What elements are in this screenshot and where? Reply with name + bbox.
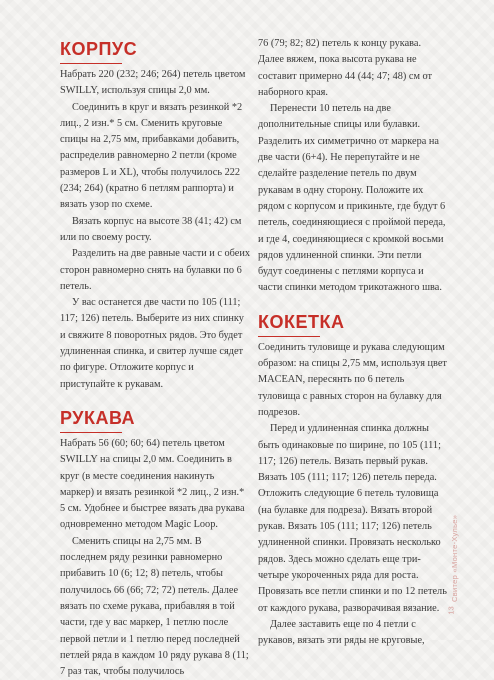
paragraph: Разделить на две равные части и с обеих сторон равномерно снять на булавки по 6 петель. — [60, 248, 251, 292]
sidebar-title: Свитер «Монте-Хулье» — [450, 514, 459, 602]
paragraph: Далее заставить еще по 4 петли с рукавов, вязать эти ряды не круговые, — [258, 618, 425, 647]
page-number: 13 — [446, 606, 456, 615]
paragraph: Вязать корпус на высоте 38 (41; 42) см или по своему росту. — [60, 215, 242, 243]
paragraph: Перенести 10 петель на две дополнительные спицы или булавки. Разделить их симметрично от маркера на две части (6+4). Не перепутайте и не сделайте разделение петель по двум рукавам в одну сторону. Положите их рядом с корпусом и прикиньте, где будут 6 петель, соединяющиеся с проймой переда, и где 4, соединяющиеся с кромкой восьми рядов удлиненной спинки. Эти петли будут соединены с петлями корпуса и части спинки методом трикотажного шва. — [258, 103, 446, 294]
paragraph: Сменить спицы на 2,75 мм. В последнем ряду резинки равномерно прибавить 10 (6; 12; 8) петель, чтобы получилось 66 (66; 72; 72) петель. Далее вязать по схеме рукава, прибавляя в той части, где у вас маркер, 1 петлю после первой петли и 1 петлю перед последней петлей ряда в каждом 10 ряду рукава 8 (11; 7 раз так, чтобы получилось — [60, 535, 249, 678]
paragraph: Соединить в круг и вязать резинкой *2 лиц., 2 изн.* 5 см. Сменить круговые спицы на 2,75 мм, прибавками добавить, распределив равномерно 2 петли (кроме размеров L и XL), чтобы получилось 222 (234; 264) (кратно 6 петлям раппорта) и вязать узор по схеме. — [60, 101, 243, 211]
paragraph: Перед и удлиненная спинка должны быть одинаковые по ширине, по 105 (111; 117; 126) петель. Вязать первый рукав. Вязать 105 (111; 117; 126) петель переда. Отложить следующие 6 петель туловища (на булавке для подреза). Вязать второй рукав. Вязать 105 (111; 117; 126) петель удлиненной спинки. Провязать несколько рядов. Здесь можно сделать еще три-четыре укороченных ряда для роста. Провязать все петли спинки и по 12 петель от каждого рукава, разворачивая вязание. — [258, 423, 447, 614]
paragraph: Набрать 220 (232; 246; 264) петель цветом SWILLY, используя спицы 2,0 мм. — [60, 69, 246, 97]
paragraph: Соединить туловище и рукава следующим образом: на спицы 2,75 мм, используя цвет MACEAN, пересянть по 6 петель туловища с равных сторон на булавку для подрезов. — [258, 341, 447, 418]
paragraph: Набрать 56 (60; 60; 64) петель цветом SWILLY на спицы 2,0 мм. Соединить в круг (в месте соединения накинуть маркер) и вязать резинкой *2 лиц., 2 изн.* 5 см. Удобнее и быстрее вязать два рукава одновременно методом Magic Loop. — [60, 437, 245, 531]
paragraph: 76 (79; 82; 82) петель к концу рукава. Далее вяжем, пока высота рукава не составит примерно 44 (44; 47; 48) см от наборного края. — [258, 38, 433, 98]
section-heading-koketka: КОКЕТКА — [258, 311, 320, 337]
section-heading-korpus: КОРПУС — [60, 38, 122, 64]
paragraph: У вас останется две части по 105 (111; 117; 126) петель. Выберите из них спинку и свяжите 8 поворотных рядов. Это будет удлиненная спинка, и свитер лучше сядет по фигуре. Отложите корпус и приступайте к рукавам. — [60, 297, 244, 390]
section-heading-rukava: РУКАВА — [60, 407, 122, 433]
left-column — [60, 38, 250, 680]
right-column — [258, 36, 448, 649]
